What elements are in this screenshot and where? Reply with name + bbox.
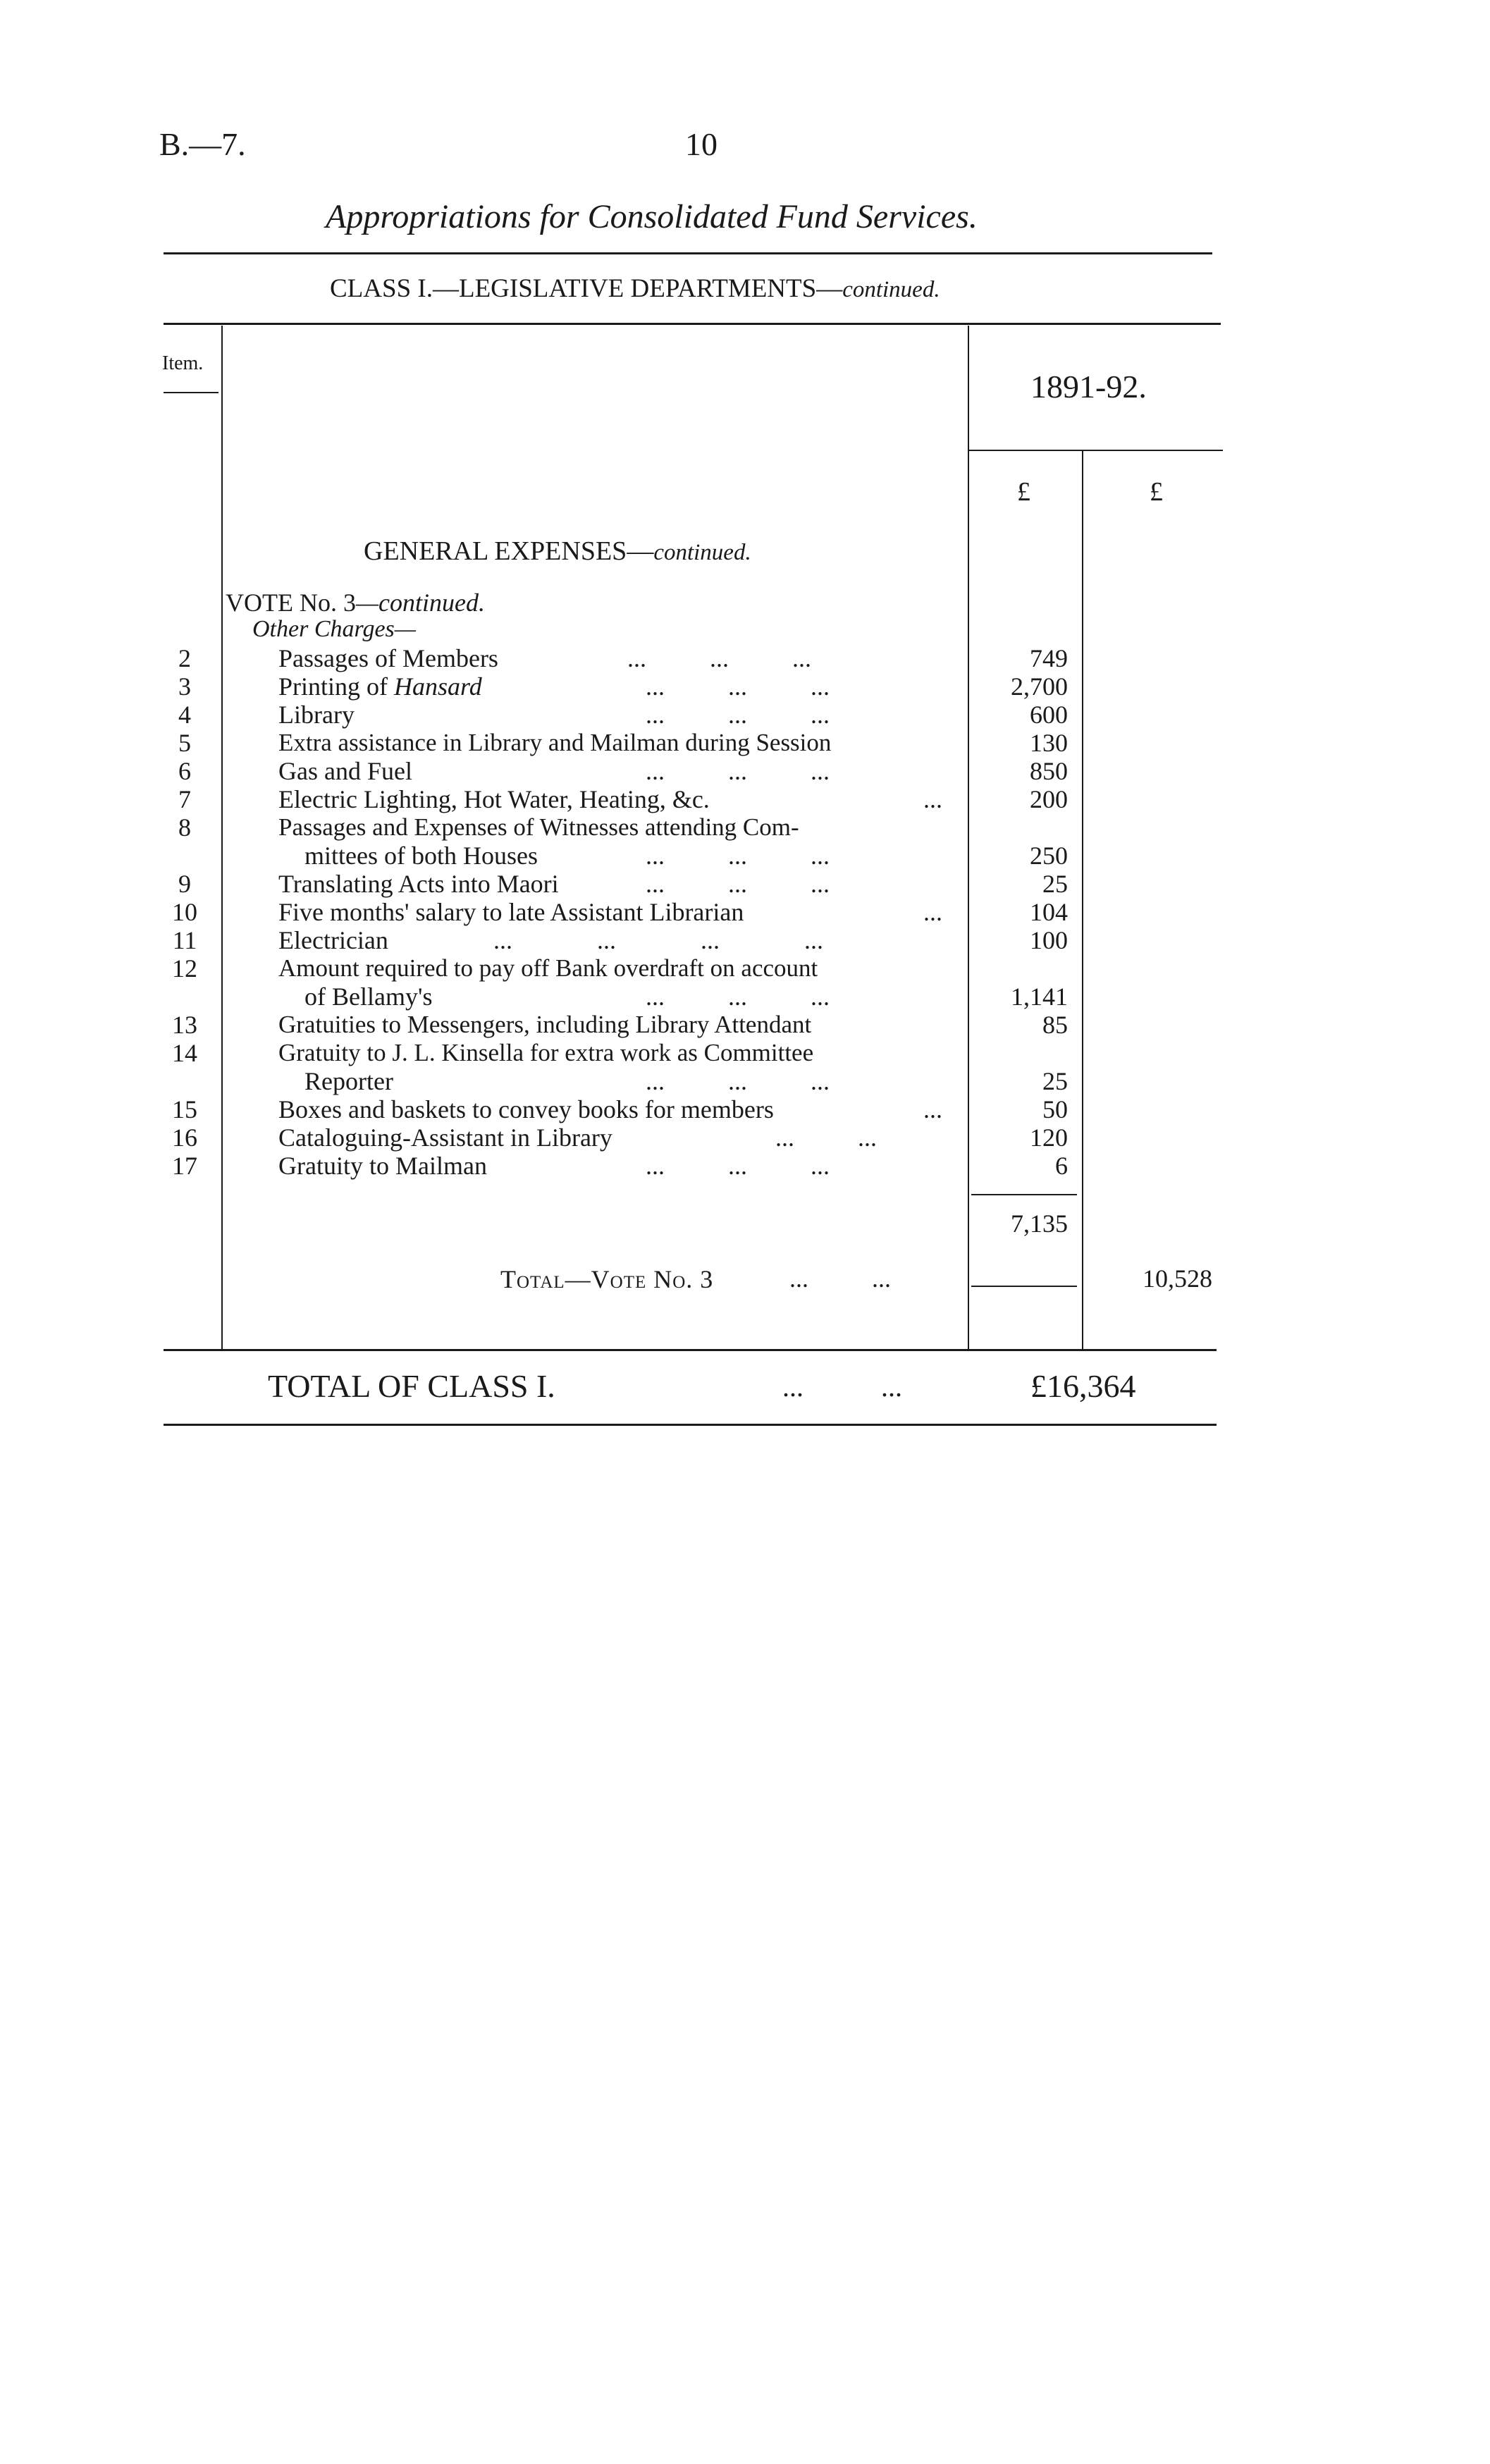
item-number: 4: [178, 701, 191, 729]
row-description: Five months' salary to late Assistant Librarian: [278, 898, 744, 926]
document-reference: B.—7.: [159, 126, 246, 162]
row-value: 104: [1030, 898, 1068, 926]
class-total-label: TOTAL OF CLASS I.: [268, 1368, 555, 1404]
vote-total-label: Total—Vote No. 3: [500, 1265, 714, 1293]
item-number: 16: [172, 1123, 197, 1152]
leader-dots: ... ... ...: [627, 644, 811, 672]
item-number: 8: [178, 813, 191, 842]
year-header-rule: [968, 450, 1223, 451]
row-value: 25: [1042, 1067, 1068, 1095]
item-number: 3: [178, 672, 191, 701]
row-description: Boxes and baskets to convey books for members: [278, 1095, 774, 1123]
row-description: Amount required to pay off Bank overdraft on account: [278, 954, 818, 982]
item-number: 5: [178, 729, 191, 757]
item-number: 11: [172, 926, 197, 954]
rule-bottom: [164, 1424, 1217, 1426]
leader-dots: ... ...: [782, 1371, 902, 1403]
leader-dots: ... ... ... ...: [493, 926, 823, 954]
section-heading-main: GENERAL EXPENSES—: [364, 536, 654, 566]
row-description: Passages and Expenses of Witnesses attending Com-: [278, 813, 799, 841]
row-description: Cataloguing-Assistant in Library: [278, 1123, 612, 1152]
other-charges-subheading: Other Charges—: [252, 616, 417, 642]
row-description: Translating Acts into Maori: [278, 870, 559, 898]
row-description: Library: [278, 701, 355, 729]
section-heading-continued: continued.: [653, 540, 751, 565]
col-sep-year: [968, 326, 969, 1349]
row-value: 1,141: [1011, 982, 1068, 1011]
row-description: Gratuity to J. L. Kinsella for extra work as Committee: [278, 1039, 814, 1066]
row-description: Gratuities to Messengers, including Library Attendant: [278, 1011, 812, 1038]
row-value: 6: [1055, 1152, 1068, 1180]
class-heading: [330, 273, 940, 304]
col-sep-item: [221, 326, 223, 1349]
row-value: 120: [1030, 1123, 1068, 1152]
leader-dots: ... ... ...: [646, 870, 830, 898]
row-description: Passages of Members: [278, 644, 498, 672]
leader-dots: ... ... ...: [646, 1067, 830, 1095]
subtotal-value: 7,135: [1011, 1209, 1068, 1238]
row-value: 50: [1042, 1095, 1068, 1123]
row-description-continued: Reporter: [304, 1067, 393, 1095]
rule-top: [164, 252, 1212, 254]
leader-dots: ... ... ...: [646, 672, 830, 701]
vote-heading-main: VOTE No. 3: [226, 589, 356, 617]
item-number: 15: [172, 1095, 197, 1123]
page-title: Appropriations for Consolidated Fund Services.: [326, 198, 978, 235]
class-total-value: £16,364: [1030, 1368, 1136, 1404]
vote-total-value: 10,528: [1143, 1264, 1212, 1293]
leader-dots: ... ... ...: [646, 982, 830, 1011]
row-description: Electric Lighting, Hot Water, Heating, &c.: [278, 785, 710, 813]
item-number: 9: [178, 870, 191, 898]
leader-dots: ... ... ...: [646, 757, 830, 785]
year-header: 1891-92.: [1030, 369, 1147, 405]
row-description-continued: of Bellamy's: [304, 982, 433, 1011]
row-value: 850: [1030, 757, 1068, 785]
row-description-text: Printing of: [278, 672, 395, 701]
leader-dots: ...: [923, 898, 942, 926]
row-description: Electrician: [278, 926, 388, 954]
leader-dots: ... ... ...: [646, 701, 830, 729]
item-number: 17: [172, 1152, 197, 1180]
rule-table-bottom: [164, 1349, 1217, 1351]
class-heading-main: CLASS I.—LEGISLATIVE DEPARTMENTS—: [330, 274, 843, 303]
item-number: 12: [172, 954, 197, 982]
row-description: Gas and Fuel: [278, 757, 412, 785]
vote-heading-continued: —continued.: [355, 589, 485, 617]
leader-dots: ... ...: [789, 1264, 891, 1293]
class-heading-continued: continued.: [842, 277, 940, 302]
page-number: 10: [685, 126, 718, 162]
row-value: 250: [1030, 842, 1068, 870]
row-value: 600: [1030, 701, 1068, 729]
item-header-underline: [164, 392, 218, 393]
row-value: 749: [1030, 644, 1068, 672]
leader-dots: ...: [923, 785, 942, 813]
leader-dots: ...: [923, 1095, 942, 1123]
row-description-continued: mittees of both Houses: [304, 842, 538, 870]
leader-dots: ... ... ...: [646, 1152, 830, 1180]
currency-symbol-col2: £: [1150, 477, 1163, 507]
item-number: 7: [178, 785, 191, 813]
row-description: [278, 672, 482, 701]
section-heading: [364, 536, 751, 567]
row-value: 85: [1042, 1011, 1068, 1039]
rule-table-top: [164, 323, 1221, 325]
row-value: 200: [1030, 785, 1068, 813]
item-number: 10: [172, 898, 197, 926]
leader-dots: ... ... ...: [646, 842, 830, 870]
row-value: 25: [1042, 870, 1068, 898]
vote-total-rule: [971, 1286, 1077, 1287]
row-value: 100: [1030, 926, 1068, 954]
row-description-italic: Hansard: [394, 672, 482, 701]
vote-heading: [226, 588, 485, 617]
currency-symbol-col1: £: [1017, 477, 1030, 507]
item-column-header: Item.: [162, 352, 204, 374]
item-number: 6: [178, 757, 191, 785]
row-value: 130: [1030, 729, 1068, 757]
item-number: 2: [178, 644, 191, 672]
row-description: Extra assistance in Library and Mailman during Session: [278, 729, 832, 756]
item-number: 14: [172, 1039, 197, 1067]
subtotal-rule: [971, 1194, 1077, 1195]
item-number: 13: [172, 1011, 197, 1039]
leader-dots: ... ...: [775, 1123, 877, 1152]
row-description: Gratuity to Mailman: [278, 1152, 487, 1180]
row-value: 2,700: [1011, 672, 1068, 701]
col-sep-pounds: [1082, 451, 1083, 1349]
